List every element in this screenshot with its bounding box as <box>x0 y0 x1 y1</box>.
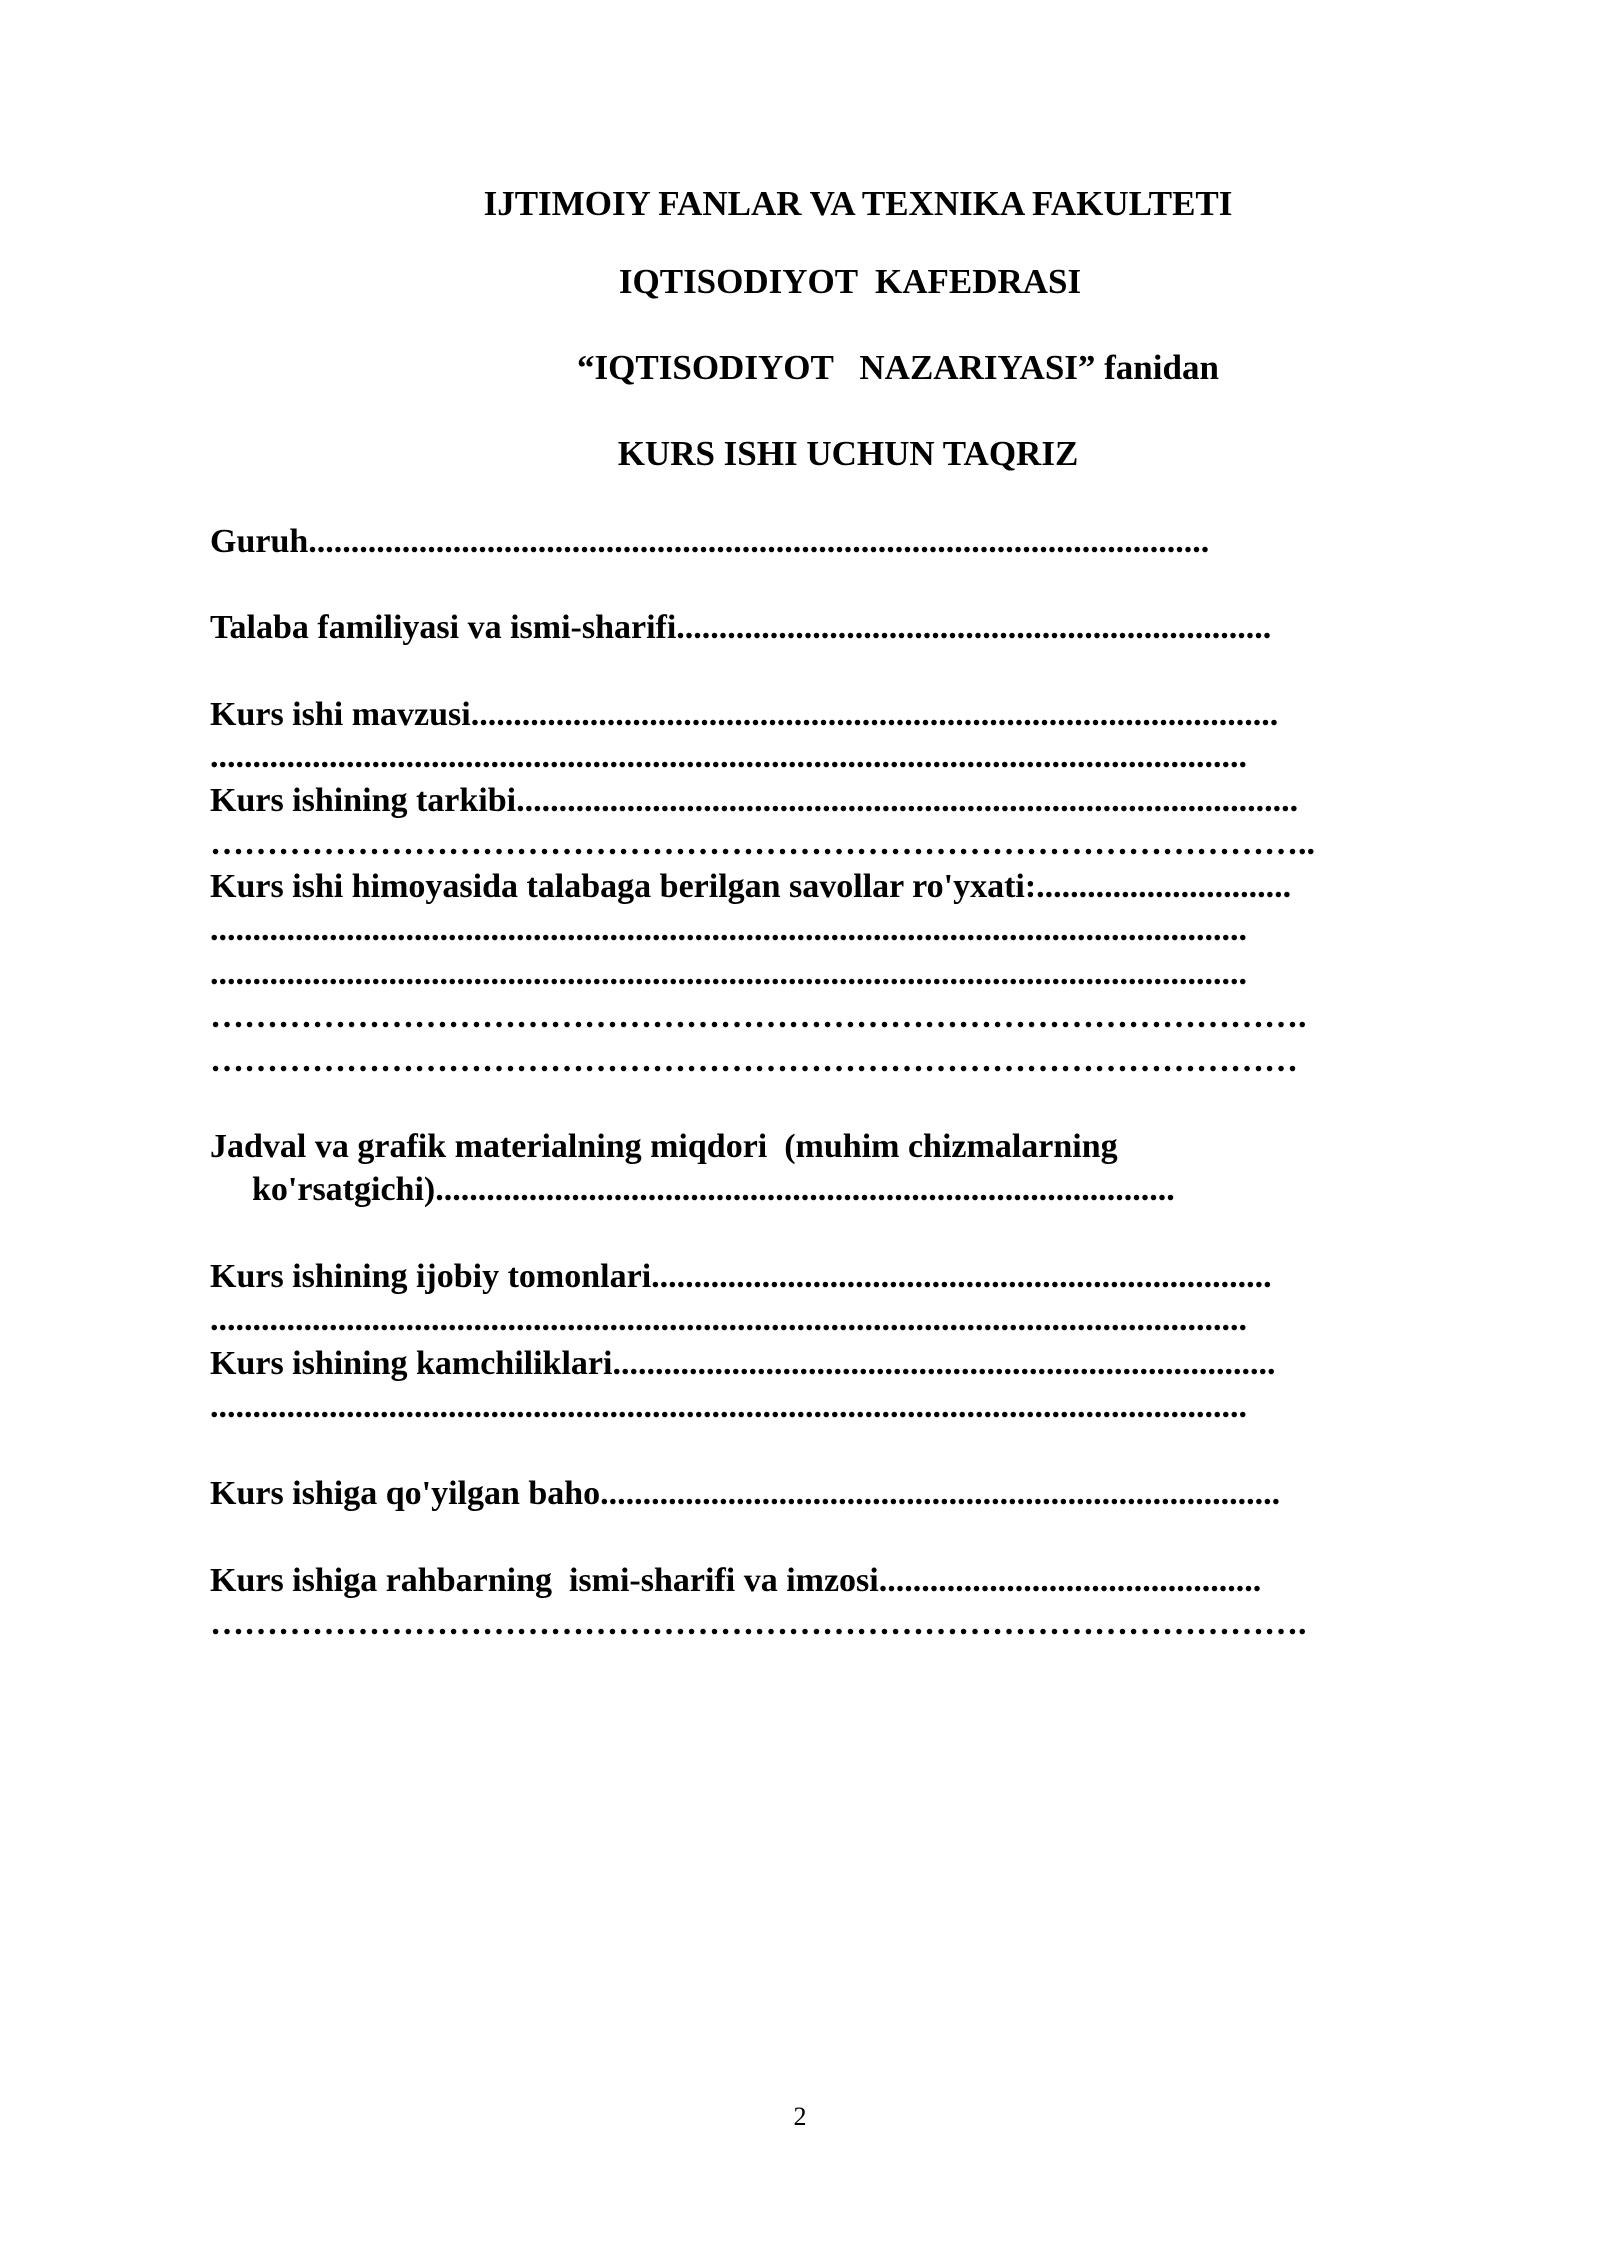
student-name-field: Talaba familiyasi va ismi-sharifi...................................................................... <box>210 609 1272 646</box>
materials-field: Jadval va grafik materialning miqdori (muhim chizmalarning <box>210 1128 1118 1165</box>
questions-field-line-4: …………………………………………………………………………………… <box>210 1042 1298 1079</box>
weaknesses-field: Kurs ishining kamchiliklari.............................................................................. <box>210 1345 1276 1382</box>
topic-field: Kurs ishi mavzusi............................................................................................... <box>210 696 1279 733</box>
questions-field-line-3: ……………………………………………………………………………………. <box>210 998 1307 1035</box>
questions-field-line-2: .......................................................................................................................... <box>210 955 1247 992</box>
grade-field: Kurs ishiga qo'yilgan baho................................................................................ <box>210 1475 1281 1512</box>
materials-field-continuation: ko'rsatgichi)....................................................................................... <box>252 1171 1175 1208</box>
page-number: 2 <box>793 2102 807 2131</box>
structure-field-continuation: …………………………………………………………………………………….. <box>210 825 1315 862</box>
document-title: KURS ISHI UCHUN TAQRIZ <box>617 434 1079 473</box>
topic-field-continuation: .......................................................................................................................... <box>210 738 1247 775</box>
subject-heading: “IQTISODIYOT NAZARIYASI” fanidan <box>577 348 1219 387</box>
questions-field-line-1: .......................................................................................................................... <box>210 911 1247 948</box>
weaknesses-field-continuation: .......................................................................................................................... <box>210 1388 1247 1425</box>
strengths-field: Kurs ishining ijobiy tomonlari......................................................................... <box>210 1258 1272 1295</box>
group-field: Guruh.......................................................................................................... <box>210 523 1210 560</box>
department-heading: IQTISODIYOT KAFEDRASI <box>618 262 1082 301</box>
strengths-field-continuation: .......................................................................................................................... <box>210 1301 1247 1338</box>
supervisor-signature-continuation: ……………………………………………………………………………………. <box>210 1605 1307 1642</box>
structure-field: Kurs ishining tarkibi............................................................................................ <box>210 782 1299 819</box>
questions-field: Kurs ishi himoyasida talabaga berilgan savollar ro'yxati:.............................. <box>210 868 1292 905</box>
faculty-heading: IJTIMOIY FANLAR VA TEXNIKA FAKULTETI <box>483 184 1233 223</box>
supervisor-signature-field: Kurs ishiga rahbarning ismi-sharifi va imzosi............................................. <box>210 1562 1262 1599</box>
